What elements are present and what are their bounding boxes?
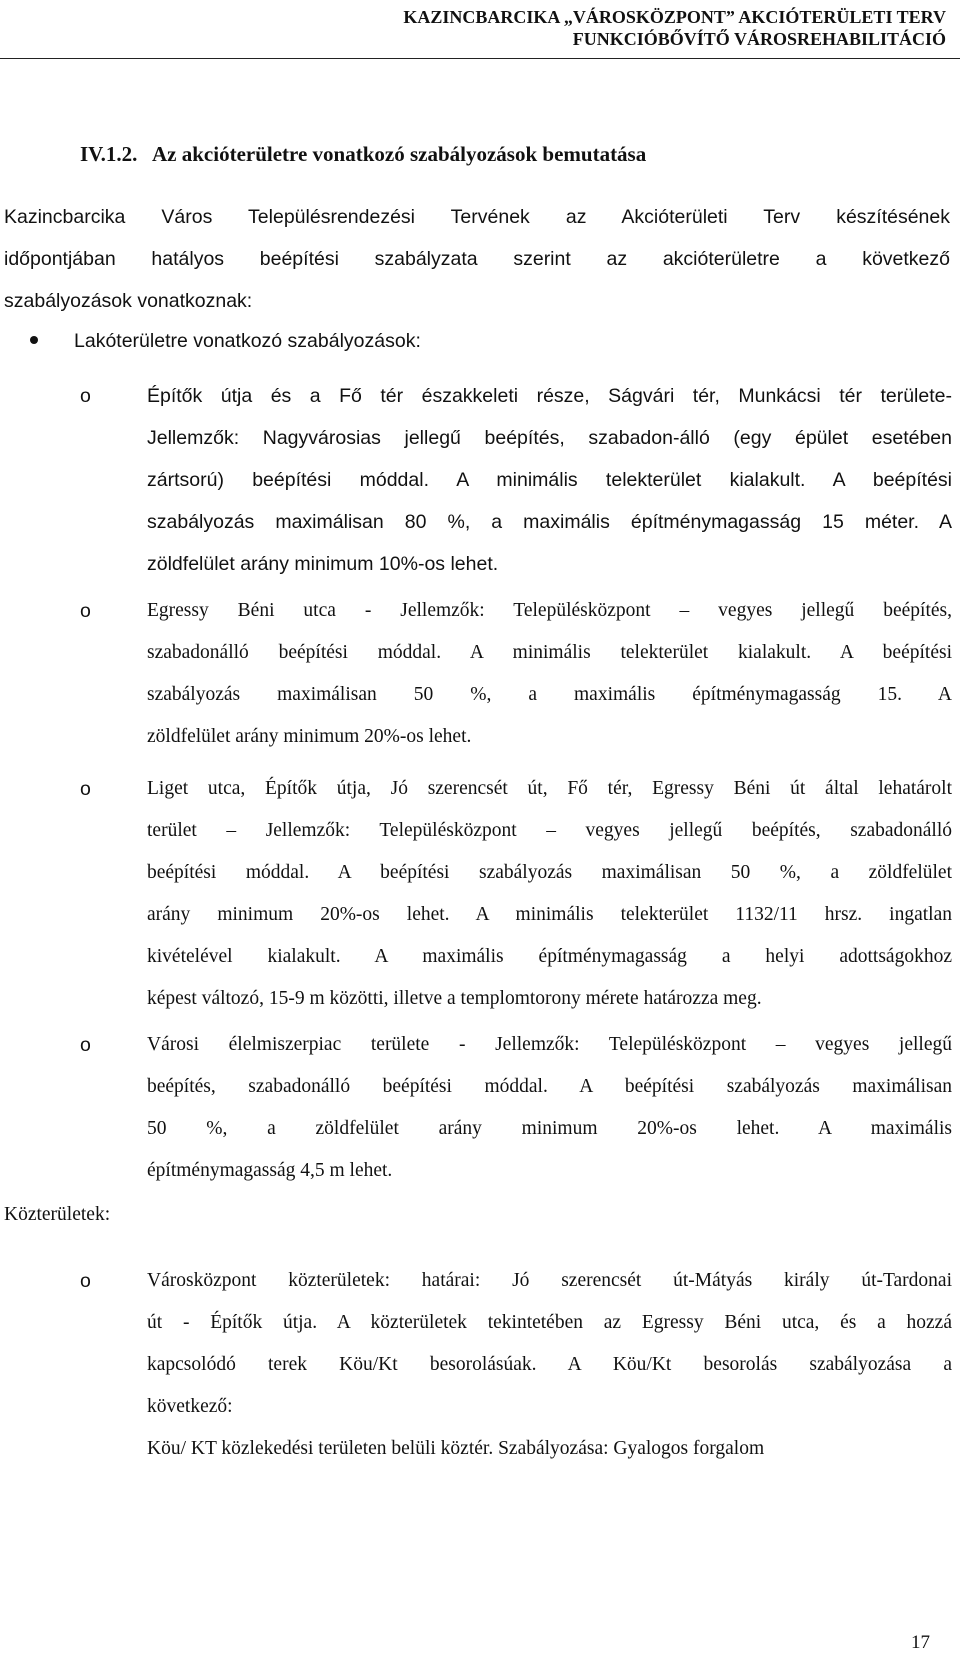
item-line: szabadonálló beépítési móddal. A minimális telekterület kialakult. A beépítési (147, 642, 952, 663)
item-line: következő: (147, 1396, 233, 1417)
item-line: Köu/ KT közlekedési területen belüli köztér. Szabályozása: Gyalogos forgalom (147, 1438, 765, 1459)
item-line: terület – Jellemzők: Településközpont – vegyes jellegű beépítés, szabadonálló (147, 820, 952, 841)
list-marker: o (80, 600, 91, 622)
intro-line: időpontjában hatályos beépítési szabályzata szerint az akcióterületre a következő (4, 248, 950, 270)
item-line: Építők útja és a Fő tér északkeleti része, Ságvári tér, Munkácsi tér területe- (147, 385, 952, 407)
section-heading (80, 142, 646, 167)
list-marker: o (80, 385, 91, 407)
item-line: zártsorú) beépítési móddal. A minimális telekterület kialakult. A beépítési (147, 469, 952, 491)
item-line: beépítési móddal. A beépítési szabályozás maximálisan 50 %, a zöldfelület (147, 862, 952, 883)
page-number: 17 (911, 1632, 930, 1653)
item-line: beépítés, szabadonálló beépítési móddal. A beépítési szabályozás maximálisan (147, 1076, 952, 1097)
list-item (80, 1260, 952, 1470)
item-line: Egressy Béni utca - Jellemzők: Településközpont – vegyes jellegű beépítés, (147, 600, 952, 621)
header-line-2: FUNKCIÓBŐVÍTŐ VÁROSREHABILITÁCIÓ (572, 29, 946, 49)
bullet-icon (30, 336, 38, 344)
item-line: arány minimum 20%-os lehet. A minimális telekterület 1132/11 hrsz. ingatlan (147, 904, 952, 925)
item-line: 50 %, a zöldfelület arány minimum 20%-os lehet. A maximális (147, 1118, 952, 1139)
item-line: kivételével kialakult. A maximális építménymagasság a helyi adottságokhoz (147, 946, 952, 967)
list-item (80, 590, 952, 758)
item-line: képest változó, 15-9 m közötti, illetve a templomtorony mérete határozza meg. (147, 988, 762, 1009)
intro-line: szabályozások vonatkoznak: (4, 290, 253, 312)
item-line: út - Építők útja. A közterületek tekintetében az Egressy Béni utca, és a hozzá (147, 1312, 952, 1333)
list-item (80, 768, 952, 1020)
intro-line: Kazincbarcika Város Településrendezési Tervének az Akcióterületi Terv készítésének (4, 206, 950, 228)
item-line: Városi élelmiszerpiac területe - Jellemzők: Településközpont – vegyes jellegű (147, 1034, 952, 1055)
list-marker: o (80, 1034, 91, 1056)
item-line: Liget utca, Építők útja, Jó szerencsét út, Fő tér, Egressy Béni út által lehatárolt (147, 778, 952, 799)
list-item (80, 375, 952, 585)
item-line: Jellemzők: Nagyvárosias jellegű beépítés, szabadon-álló (egy épület esetében (147, 427, 952, 449)
item-line: kapcsolódó terek Köu/Kt besorolásúak. A Köu/Kt besorolás szabályozása a (147, 1354, 952, 1375)
public-areas-label: Közterületek: (4, 1204, 111, 1225)
item-line: szabályozás maximálisan 50 %, a maximális építménymagasság 15. A (147, 684, 952, 705)
section-number: IV.1.2. (80, 142, 138, 166)
list-item (80, 1024, 952, 1192)
residential-label: Lakóterületre vonatkozó szabályozások: (74, 330, 421, 352)
document-header (403, 6, 946, 50)
item-line: zöldfelület arány minimum 20%-os lehet. (147, 726, 472, 747)
item-line: zöldfelület arány minimum 10%-os lehet. (147, 553, 499, 575)
item-line: építménymagasság 4,5 m lehet. (147, 1160, 393, 1181)
list-marker: o (80, 1270, 91, 1292)
list-marker: o (80, 778, 91, 800)
item-line: szabályozás maximálisan 80 %, a maximális építménymagasság 15 méter. A (147, 511, 952, 533)
intro-paragraph (4, 196, 950, 322)
section-title: Az akcióterületre vonatkozó szabályozások bemutatása (152, 142, 647, 166)
residential-bullet (30, 330, 421, 353)
header-rule (0, 58, 960, 59)
header-line-1: KAZINCBARCIKA „VÁROSKÖZPONT” AKCIÓTERÜLETI TERV (403, 7, 946, 27)
item-line: Városközpont közterületek: határai: Jó szerencsét út-Mátyás király út-Tardonai (147, 1270, 952, 1291)
